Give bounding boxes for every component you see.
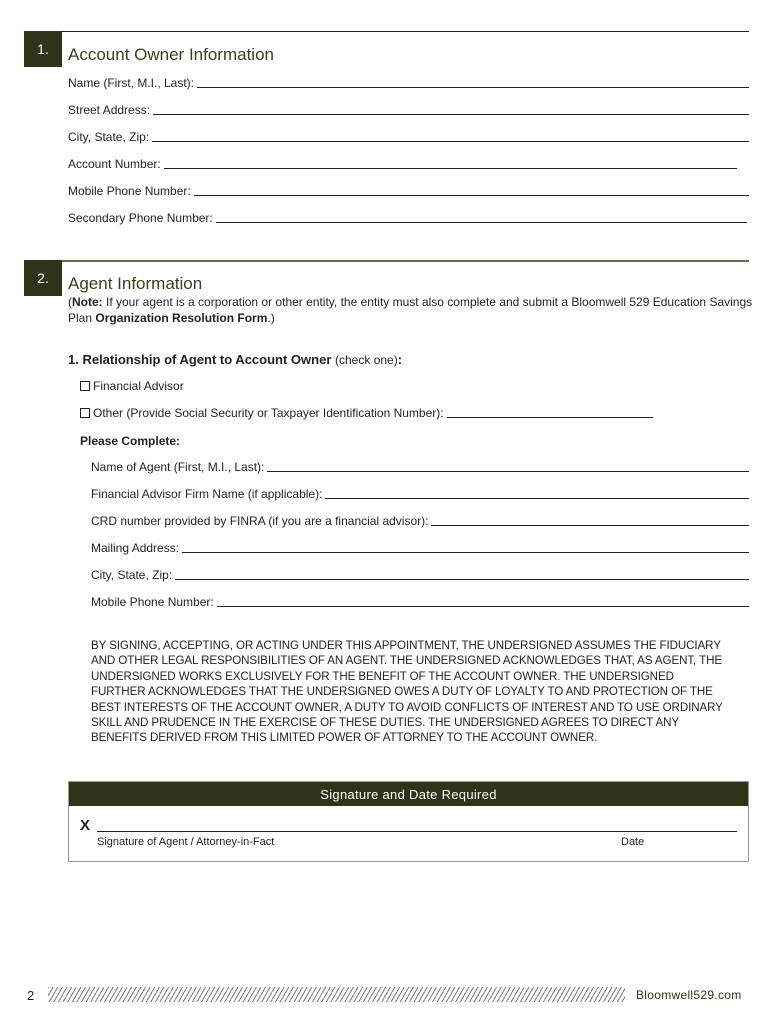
agent-name-input-line[interactable]: [267, 471, 749, 472]
agent-city-label: City, State, Zip:: [91, 568, 173, 582]
footer-website[interactable]: Bloomwell529.com: [636, 988, 742, 1002]
owner-secondary-phone-label: Secondary Phone Number:: [68, 211, 213, 225]
please-complete-heading: Please Complete:: [80, 434, 181, 448]
section-2-top-rule: [24, 260, 749, 262]
advisor-firm-input-line[interactable]: [325, 498, 749, 499]
owner-mobile-label: Mobile Phone Number:: [68, 184, 191, 198]
date-label: Date: [621, 836, 645, 848]
agent-mobile-input-line[interactable]: [217, 606, 749, 607]
section-1-top-rule: [24, 31, 749, 32]
owner-account-number-label: Account Number:: [68, 157, 161, 171]
agent-name-label: Name of Agent (First, M.I., Last):: [91, 460, 265, 474]
owner-mobile-input-line[interactable]: [194, 195, 749, 196]
section-2-title: Agent Information: [68, 274, 203, 293]
owner-city-input-line[interactable]: [152, 141, 749, 142]
owner-city-label: City, State, Zip:: [68, 130, 150, 144]
financial-advisor-label: Financial Advisor: [93, 379, 184, 393]
owner-street-input-line[interactable]: [153, 114, 749, 115]
signature-box: [68, 781, 749, 862]
note-label: Note:: [72, 295, 103, 309]
crd-number-field[interactable]: [91, 513, 749, 528]
agent-mailing-address-label: Mailing Address:: [91, 541, 180, 555]
other-label: Other (Provide Social Security or Taxpayer Identification Number):: [93, 406, 444, 420]
agent-mobile-label: Mobile Phone Number:: [91, 595, 214, 609]
agent-note: [68, 294, 758, 326]
footer-hatch-bar: [48, 987, 625, 1002]
agent-mailing-address-field[interactable]: [91, 540, 749, 555]
section-1-number-badge: 1.: [24, 31, 62, 67]
advisor-firm-label: Financial Advisor Firm Name (if applicable):: [91, 487, 323, 501]
note-text: If your agent is a corporation or other entity, the entity must also complete and submit a Bloomwell 529 Education Savings Plan: [68, 295, 753, 325]
owner-secondary-phone-field[interactable]: [68, 210, 747, 225]
owner-secondary-phone-input-line[interactable]: [216, 222, 747, 223]
section-1-title: Account Owner Information: [68, 45, 274, 64]
note-form-name: Organization Resolution Form: [95, 311, 268, 325]
page-number: 2: [27, 988, 35, 1003]
owner-street-field[interactable]: [68, 102, 749, 117]
owner-street-label: Street Address:: [68, 103, 151, 117]
owner-city-field[interactable]: [68, 129, 749, 144]
crd-number-input-line[interactable]: [431, 525, 749, 526]
agent-mailing-address-input-line[interactable]: [182, 552, 749, 553]
agent-name-field[interactable]: [91, 459, 749, 474]
owner-account-number-field[interactable]: [68, 156, 737, 171]
owner-mobile-field[interactable]: [68, 183, 749, 198]
other-checkbox[interactable]: [80, 408, 90, 418]
agent-acknowledgement-text: BY SIGNING, ACCEPTING, OR ACTING UNDER THIS APPOINTMENT, THE UNDERSIGNED ASSUMES THE FIDUCIARY AND OTHER LEGAL RESPONSIBILITIES OF AN AGENT. THE UNDERSIGNED ACKNOWLEDGES THAT, AS AGENT, THE UNDERSIGNED WORKS EXCLUSIVELY FOR THE BENEFIT OF THE ACCOUNT OWNER. THE UNDERSIGNED FURTHER ACKNOWLEDGES THAT THE UNDERSIGNED OWES A DUTY OF LOYALTY TO AND PROTECTION OF THE BEST INTERESTS OF THE ACCOUNT OWNER, A DUTY TO AVOID CONFLICTS OF INTEREST AND TO USE ORDINARY SKILL AND PRUDENCE IN THE EXERCISE OF THESE DUTIES. THE UNDERSIGNED AGREES TO DIRECT ANY BENEFITS DERIVED FROM THIS LIMITED POWER OF ATTORNEY TO THE ACCOUNT OWNER.: [91, 639, 723, 745]
signature-box-header: Signature and Date Required: [69, 782, 748, 806]
relationship-heading-text: 1. Relationship of Agent to Account Owner: [68, 352, 332, 367]
financial-advisor-checkbox[interactable]: [80, 381, 90, 391]
owner-account-number-input-line[interactable]: [164, 168, 737, 169]
agent-mobile-field[interactable]: [91, 594, 749, 609]
agent-city-input-line[interactable]: [175, 579, 749, 580]
owner-name-input-line[interactable]: [197, 87, 749, 88]
relationship-heading: [68, 352, 402, 367]
note-open-paren: (: [68, 295, 72, 309]
owner-name-field[interactable]: [68, 75, 749, 90]
signature-label: Signature of Agent / Attorney-in-Fact: [97, 836, 275, 848]
relationship-hint: (check one): [335, 353, 398, 367]
ssn-tin-input-line[interactable]: [447, 417, 653, 418]
signature-input-line[interactable]: [97, 831, 737, 832]
signature-x-mark: X: [80, 817, 91, 834]
section-2-number-badge: 2.: [24, 260, 62, 296]
option-other[interactable]: [80, 405, 653, 420]
relationship-colon: :: [397, 352, 403, 367]
owner-name-label: Name (First, M.I., Last):: [68, 76, 195, 90]
option-financial-advisor[interactable]: [80, 378, 184, 393]
agent-city-field[interactable]: [91, 567, 749, 582]
crd-number-label: CRD number provided by FINRA (if you are a financial advisor):: [91, 514, 429, 528]
advisor-firm-field[interactable]: [91, 486, 749, 501]
note-end: .): [267, 311, 275, 325]
